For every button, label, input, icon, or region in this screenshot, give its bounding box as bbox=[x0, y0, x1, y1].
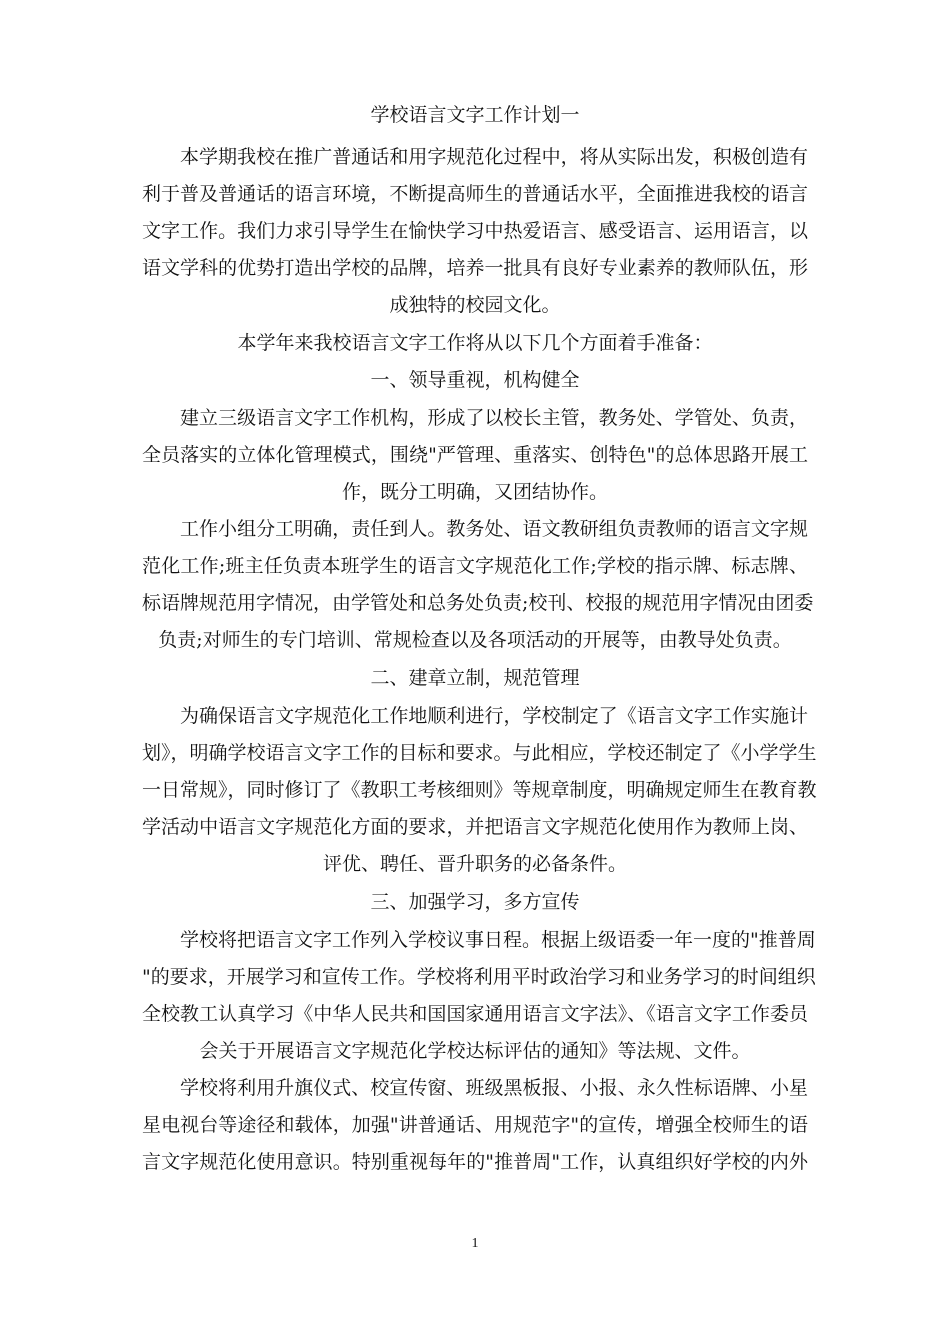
paragraph-7-line-5: 评优、聘任、晋升职务的必备条件。 bbox=[322, 853, 627, 875]
section-heading-3: 三、加强学习，多方宣传 bbox=[370, 891, 580, 913]
paragraph-10-line-2: 星电视台等途径和载体，加强"讲普通话、用规范字"的宣传，增强全校师生的语 bbox=[142, 1114, 808, 1136]
paragraph-10-line-1: 学校将利用升旗仪式、校宣传窗、班级黑板报、小报、永久性标语牌、小星 bbox=[180, 1077, 808, 1099]
paragraph-1-line-5: 成独特的校园文化。 bbox=[389, 294, 561, 316]
paragraph-7-line-1: 为确保语言文字规范化工作地顺利进行，学校制定了《语言文字工作实施计 bbox=[180, 705, 808, 727]
paragraph-4-line-3: 作，既分工明确，又团结协作。 bbox=[341, 481, 608, 503]
paragraph-7-line-2: 划》，明确学校语言文字工作的目标和要求。与此相应，学校还制定了《小学学生 bbox=[142, 742, 817, 764]
paragraph-1-line-4: 语文学科的优势打造出学校的品牌，培养一批具有良好专业素养的教师队伍，形 bbox=[142, 257, 808, 279]
paragraph-4-line-1: 建立三级语言文字工作机构，形成了以校长主管，教务处、学管处、负责， bbox=[180, 407, 808, 429]
paragraph-5-line-3: 标语牌规范用字情况，由学管处和总务处负责;校刊、校报的规范用字情况由团委 bbox=[142, 592, 814, 614]
paragraph-5-line-2: 范化工作;班主任负责本班学生的语言文字规范化工作;学校的指示牌、标志牌、 bbox=[142, 555, 808, 577]
document-title: 学校语言文字工作计划一 bbox=[370, 104, 580, 126]
paragraph-1-line-2: 利于普及普通话的语言环境，不断提高师生的普通话水平，全面推进我校的语言 bbox=[142, 183, 808, 205]
paragraph-10-line-3: 言文字规范化使用意识。特别重视每年的"推普周"工作，认真组织好学校的内外 bbox=[142, 1151, 808, 1173]
section-heading-2: 二、建章立制，规范管理 bbox=[370, 667, 580, 689]
paragraph-9-line-4: 会关于开展语言文字规范化学校达标评估的通知》等法规、文件。 bbox=[199, 1040, 751, 1062]
paragraph-5-line-1: 工作小组分工明确，责任到人。教务处、语文教研组负责教师的语言文字规 bbox=[180, 518, 808, 540]
paragraph-5-line-4: 负责;对师生的专门培训、常规检查以及各项活动的开展等，由教导处负责。 bbox=[158, 629, 792, 651]
paragraph-4-line-2: 全员落实的立体化管理模式，围绕"严管理、重落实、创特色"的总体思路开展工 bbox=[142, 444, 808, 466]
section-heading-1: 一、领导重视，机构健全 bbox=[370, 369, 580, 391]
paragraph-9-line-3: 全校教工认真学习《中华人民共和国国家通用语言文字法》、《语言文字工作委员 bbox=[142, 1003, 808, 1025]
paragraph-1-line-3: 文字工作。我们力求引导学生在愉快学习中热爱语言、感受语言、运用语言，以 bbox=[142, 220, 808, 242]
paragraph-9-line-2: "的要求，开展学习和宣传工作。学校将利用平时政治学习和业务学习的时间组织 bbox=[142, 966, 816, 988]
paragraph-1-line-1: 本学期我校在推广普通话和用字规范化过程中，将从实际出发，积极创造有 bbox=[180, 146, 808, 168]
paragraph-9-line-1: 学校将把语言文字工作列入学校议事日程。根据上级语委一年一度的"推普周 bbox=[180, 929, 816, 951]
paragraph-7-line-4: 学活动中语言文字规范化方面的要求，并把语言文字规范化使用作为教师上岗、 bbox=[142, 816, 808, 838]
paragraph-2-line-1: 本学年来我校语言文字工作将从以下几个方面着手准备： bbox=[237, 332, 713, 354]
paragraph-7-line-3: 一日常规》，同时修订了《教职工考核细则》等规章制度，明确规定师生在教育教 bbox=[142, 779, 817, 801]
page-number: 1 bbox=[471, 1236, 479, 1251]
